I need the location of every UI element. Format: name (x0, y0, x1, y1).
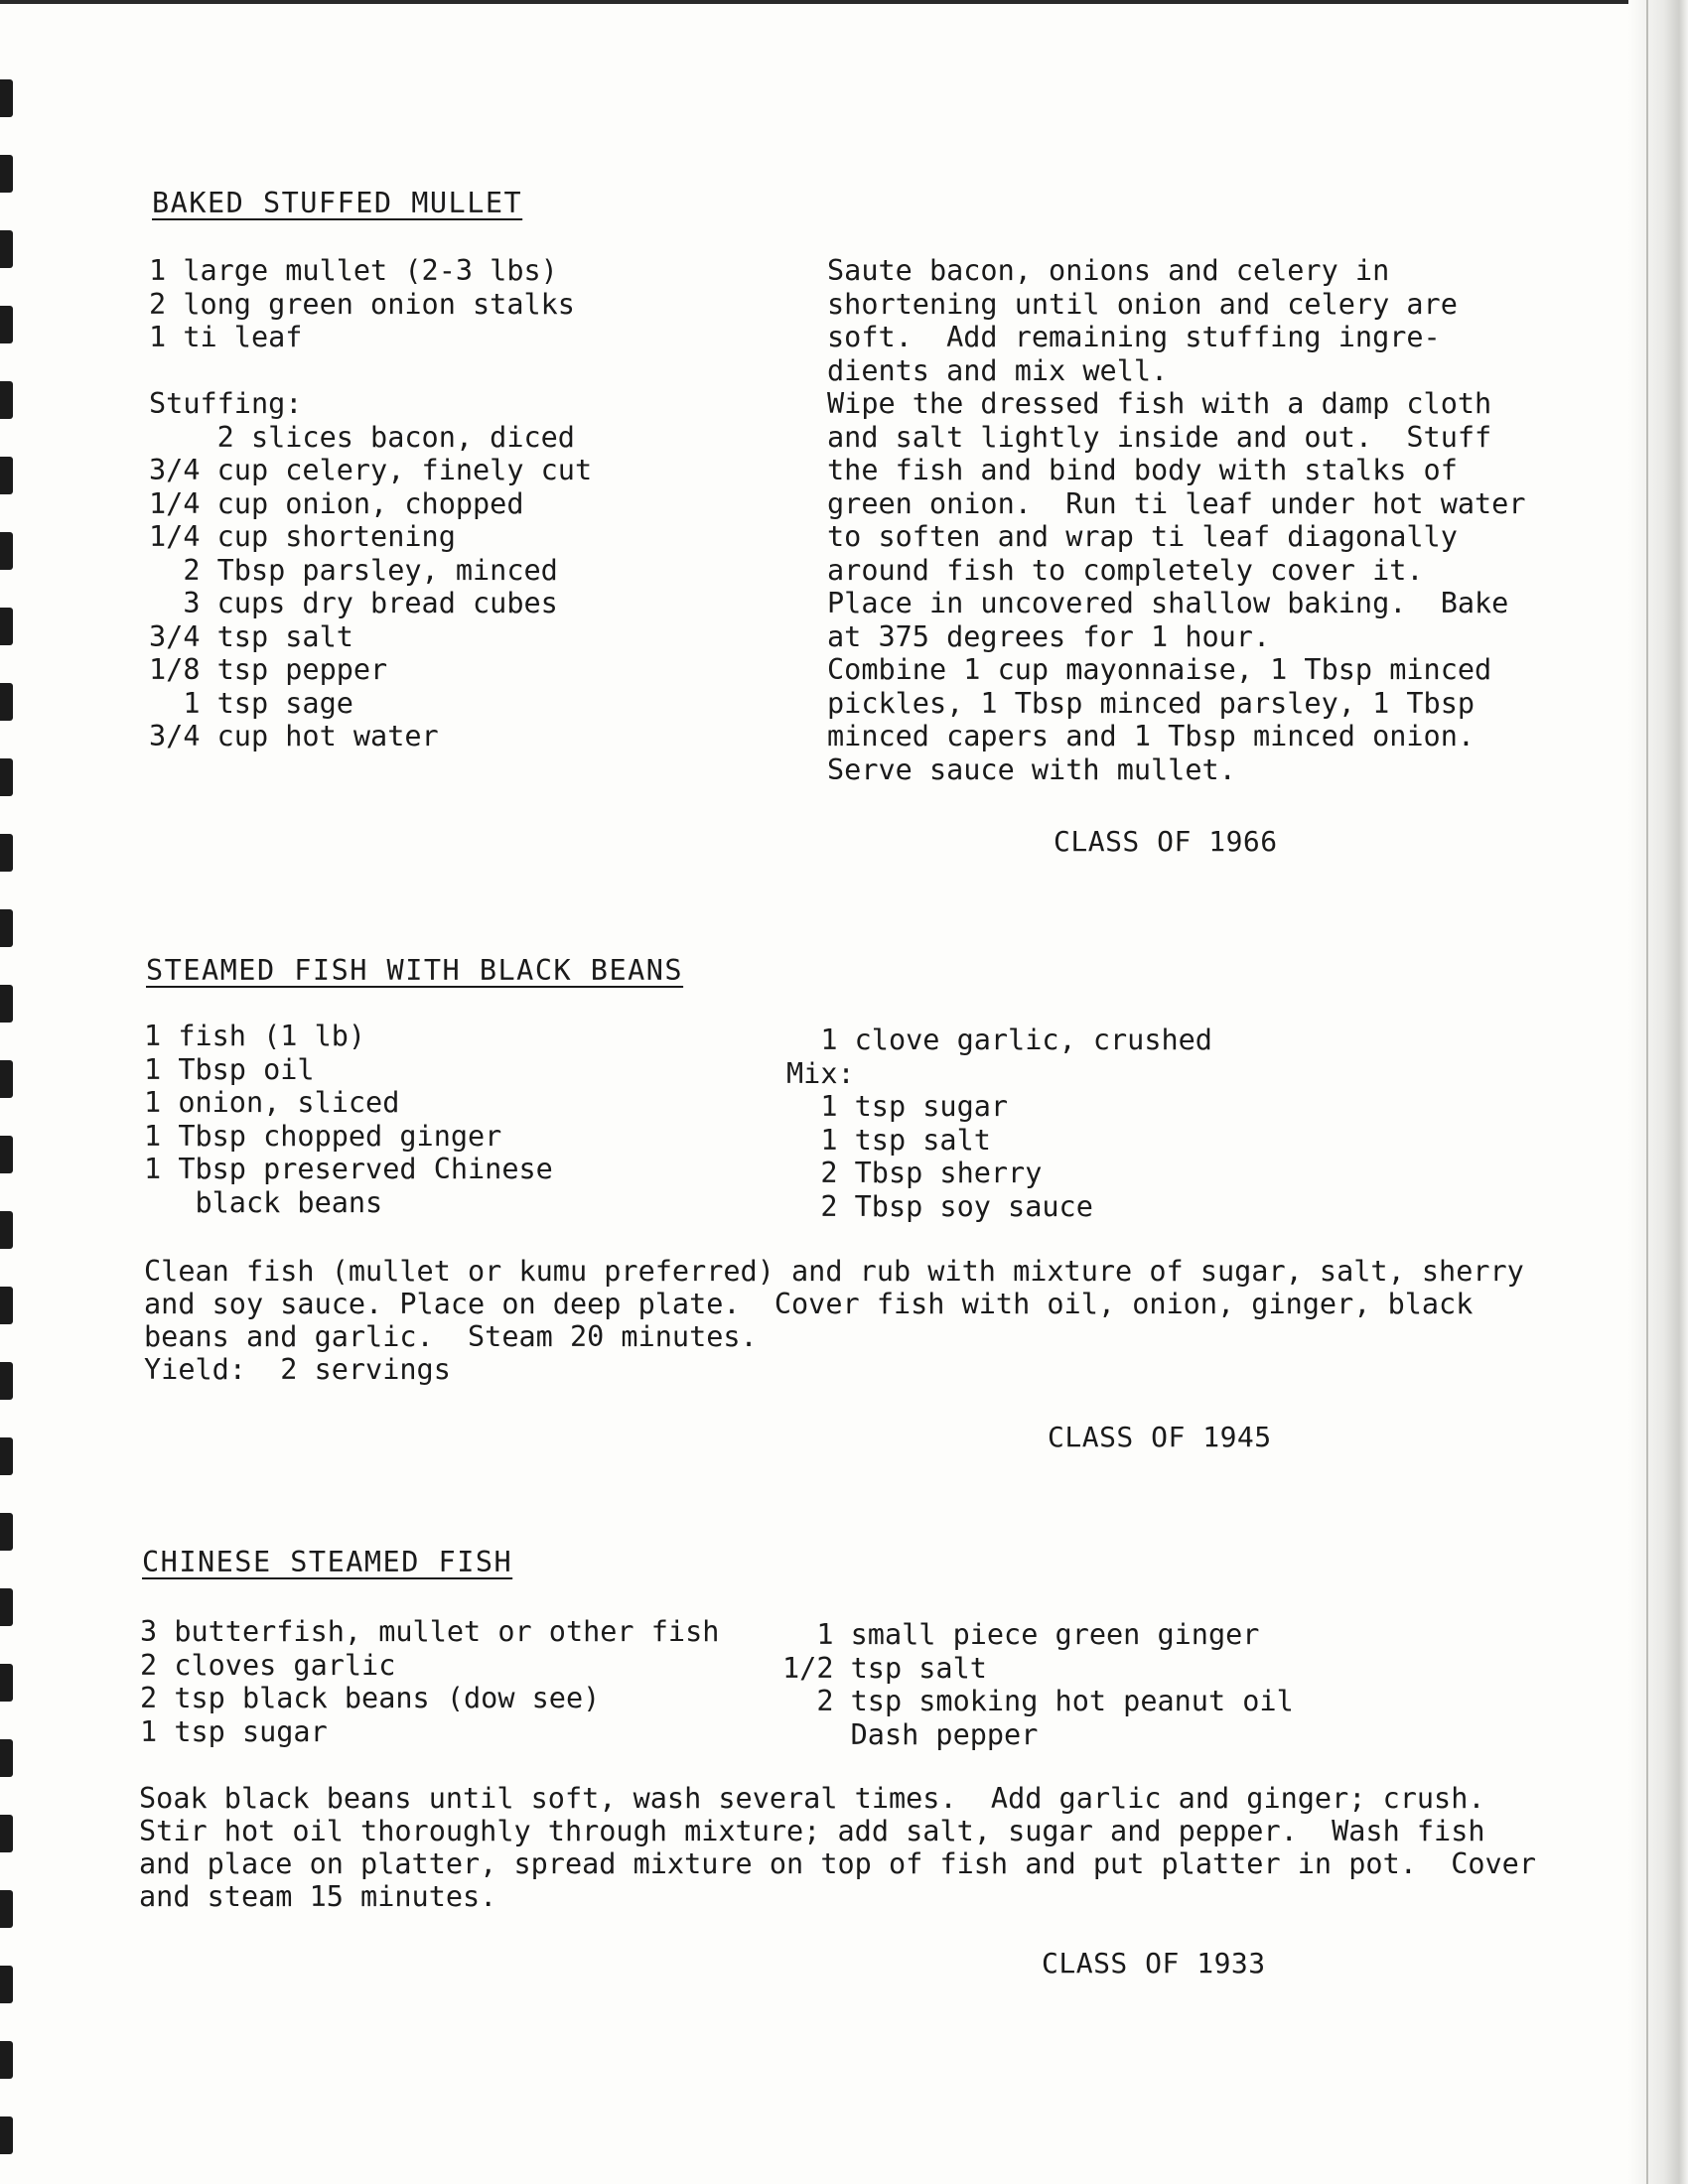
recipe-title: CHINESE STEAMED FISH (142, 1546, 513, 1578)
binding-hole (0, 758, 13, 796)
direction-line: Serve sauce with mullet. (827, 752, 1236, 786)
binding-hole (0, 1513, 13, 1551)
ingredient-line: 1 tsp sugar (786, 1090, 1009, 1123)
direction-line: Stir hot oil thoroughly through mixture; add salt, sugar and pepper. Wash fish (139, 1815, 1485, 1847)
ingredient-line: 2 cloves garlic (140, 1648, 396, 1682)
ingredient-line: 1 onion, sliced (144, 1086, 400, 1119)
binding-hole (0, 1287, 13, 1324)
ingredient-line: 1 ti leaf (149, 321, 303, 353)
mix-heading: Mix: (786, 1056, 855, 1090)
binding-hole (0, 1362, 13, 1400)
ingredient-line: 1/4 cup onion, chopped (149, 486, 524, 520)
stuffing-heading: Stuffing: (149, 387, 303, 420)
binding-hole (0, 457, 13, 494)
ingredient-line: 1/8 tsp pepper (149, 653, 388, 686)
direction-line: Place in uncovered shallow baking. Bake (827, 587, 1509, 619)
ingredient-line: 2 long green onion stalks (149, 287, 575, 321)
directions-text (144, 1255, 1524, 1386)
ingredient-line: 1 clove garlic, crushed (786, 1024, 1212, 1056)
binding-hole (0, 834, 13, 872)
ingredients-list-right (782, 1618, 1294, 1751)
direction-line: the fish and bind body with stalks of (827, 454, 1458, 486)
binding-hole (0, 532, 13, 570)
direction-line: soft. Add remaining stuffing ingre- (827, 321, 1441, 353)
binding-hole (0, 683, 13, 721)
spiral-binding (0, 40, 16, 2164)
class-credit: CLASS OF 1945 (1048, 1421, 1272, 1453)
binding-hole (0, 381, 13, 419)
ingredient-line: 1/4 cup shortening (149, 520, 456, 553)
direction-line: and salt lightly inside and out. Stuff (827, 420, 1492, 454)
binding-hole (0, 1136, 13, 1173)
direction-line: minced capers and 1 Tbsp minced onion. (827, 720, 1476, 752)
ingredient-line: 1/2 tsp salt (782, 1651, 987, 1685)
direction-line: beans and garlic. Steam 20 minutes. (144, 1320, 758, 1353)
ingredient-line: 1 tsp salt (786, 1123, 991, 1157)
binding-hole (0, 1060, 13, 1098)
ingredient-line: 2 Tbsp soy sauce (786, 1189, 1093, 1223)
ingredients-list (149, 254, 592, 753)
class-credit: CLASS OF 1966 (1054, 825, 1278, 858)
yield-line: Yield: 2 servings (144, 1353, 451, 1386)
ingredient-line: 2 tsp black beans (dow see) (140, 1682, 601, 1714)
binding-hole (0, 1739, 13, 1777)
ingredient-line: 1 Tbsp oil (144, 1052, 315, 1086)
ingredients-list-right (786, 1024, 1212, 1223)
direction-line: Saute bacon, onions and celery in (827, 254, 1390, 287)
ingredient-line: 1 small piece green ginger (782, 1618, 1260, 1651)
ingredient-line: 2 Tbsp sherry (786, 1157, 1043, 1189)
ingredient-line: 1 tsp sugar (140, 1714, 328, 1748)
ingredient-line: 2 Tbsp parsley, minced (149, 553, 558, 587)
ingredients-list (144, 1020, 553, 1219)
direction-line: pickles, 1 Tbsp minced parsley, 1 Tbsp (827, 686, 1476, 720)
ingredient-line: 3/4 cup hot water (149, 720, 439, 752)
direction-line: Combine 1 cup mayonnaise, 1 Tbsp minced (827, 653, 1492, 686)
binding-hole (0, 2041, 13, 2079)
binding-hole (0, 306, 13, 343)
direction-line: dients and mix well. (827, 353, 1169, 387)
binding-hole (0, 985, 13, 1023)
ingredient-line: 3/4 tsp salt (149, 619, 353, 653)
ingredient-line: Dash pepper (782, 1717, 1039, 1751)
binding-hole (0, 1890, 13, 1928)
page-right-edge (1628, 0, 1688, 2184)
binding-hole (0, 1815, 13, 1852)
ingredient-line: 3 cups dry bread cubes (149, 587, 558, 619)
direction-line: around fish to completely cover it. (827, 553, 1424, 587)
direction-line: to soften and wrap ti leaf diagonally (827, 520, 1458, 553)
direction-line: and place on platter, spread mixture on top of fish and put platter in pot. Cover (139, 1847, 1536, 1880)
ingredient-line: 1 Tbsp preserved Chinese (144, 1153, 553, 1185)
binding-hole (0, 1966, 13, 2003)
ingredient-line: 1 fish (1 lb) (144, 1020, 366, 1052)
binding-hole (0, 2116, 13, 2154)
directions-text (827, 254, 1526, 786)
ingredient-line: 2 slices bacon, diced (149, 420, 575, 454)
direction-line: shortening until onion and celery are (827, 287, 1458, 321)
direction-line: green onion. Run ti leaf under hot water (827, 486, 1526, 520)
ingredient-line: 1 large mullet (2-3 lbs) (149, 254, 558, 287)
binding-hole (0, 909, 13, 947)
direction-line: Clean fish (mullet or kumu preferred) and rub with mixture of sugar, salt, sherry (144, 1255, 1524, 1288)
direction-line: Soak black beans until soft, wash several times. Add garlic and ginger; crush. (139, 1782, 1485, 1815)
ingredient-line: 3/4 cup celery, finely cut (149, 454, 593, 486)
ingredient-line: 2 tsp smoking hot peanut oil (782, 1685, 1294, 1717)
recipe-title: STEAMED FISH WITH BLACK BEANS (146, 954, 684, 987)
directions-text (139, 1782, 1536, 1913)
recipe-title: BAKED STUFFED MULLET (152, 187, 523, 219)
binding-hole (0, 1437, 13, 1475)
ingredient-line: black beans (144, 1185, 383, 1219)
direction-line: at 375 degrees for 1 hour. (827, 619, 1271, 653)
ingredient-line: 3 butterfish, mullet or other fish (140, 1615, 720, 1648)
binding-hole (0, 79, 13, 117)
binding-hole (0, 608, 13, 645)
direction-line: and steam 15 minutes. (139, 1880, 497, 1913)
binding-hole (0, 1588, 13, 1626)
direction-line: Wipe the dressed fish with a damp cloth (827, 387, 1492, 420)
binding-hole (0, 155, 13, 193)
class-credit: CLASS OF 1933 (1042, 1947, 1266, 1979)
page-top-edge (0, 0, 1688, 4)
ingredients-list (140, 1615, 719, 1748)
ingredient-line: 1 tsp sage (149, 686, 353, 720)
binding-hole (0, 1211, 13, 1249)
binding-hole (0, 230, 13, 268)
binding-hole (0, 1664, 13, 1702)
ingredient-line: 1 Tbsp chopped ginger (144, 1119, 502, 1153)
direction-line: and soy sauce. Place on deep plate. Cover fish with oil, onion, ginger, black (144, 1288, 1474, 1320)
